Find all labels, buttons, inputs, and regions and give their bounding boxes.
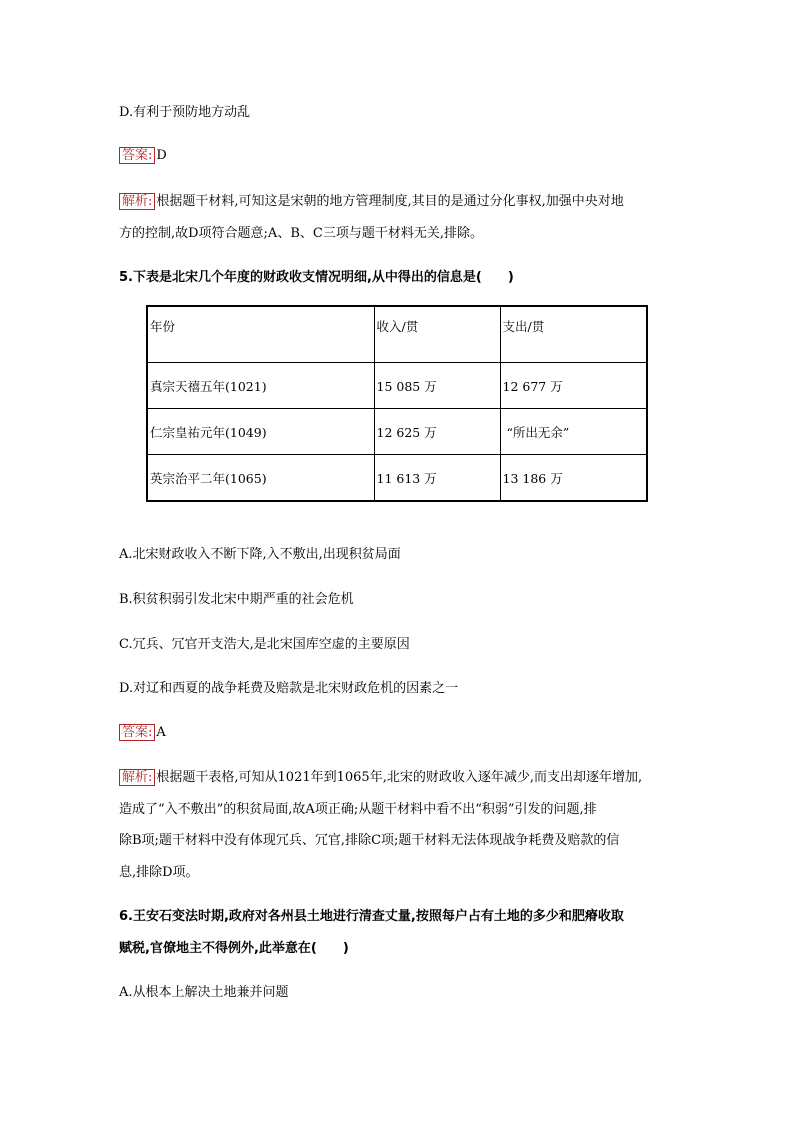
q4-answer bbox=[119, 147, 167, 164]
analysis-tag: 解析: bbox=[119, 769, 155, 786]
table-row bbox=[147, 409, 647, 455]
q5-answer bbox=[119, 724, 166, 741]
q5-analysis-line-2: 造成了“入不敷出”的积贫局面,故A项正确;从题干材料中看不出“积弱”引发的问题,排 bbox=[119, 802, 597, 817]
table-header-cell: 支出/贯 bbox=[500, 306, 647, 363]
answer-tag: 答案: bbox=[119, 724, 155, 741]
q6-stem-line-2: 赋税,官僚地主不得例外,此举意在( ) bbox=[119, 941, 349, 956]
table-cell: 12 625 万 bbox=[374, 409, 500, 455]
analysis-tag: 解析: bbox=[119, 193, 155, 210]
table-header-cell: 收入/贯 bbox=[374, 306, 500, 363]
table-cell: 15 085 万 bbox=[374, 363, 500, 409]
answer-value: A bbox=[156, 725, 166, 740]
table-row bbox=[147, 455, 647, 502]
table-cell: “所出无余” bbox=[500, 409, 647, 455]
finance-table bbox=[146, 305, 648, 502]
table-cell: 英宗治平二年(1065) bbox=[147, 455, 374, 502]
table-cell: 11 613 万 bbox=[374, 455, 500, 502]
q5-option-c: C.冗兵、冗官开支浩大,是北宋国库空虚的主要原因 bbox=[119, 637, 410, 652]
q5-option-b: B.积贫积弱引发北宋中期严重的社会危机 bbox=[119, 592, 354, 607]
table-header-cell: 年份 bbox=[147, 306, 374, 363]
q6-stem-line-1: 6.王安石变法时期,政府对各州县土地进行清查丈量,按照每户占有土地的多少和肥瘠收取 bbox=[119, 909, 624, 924]
q5-analysis-line-4: 息,排除D项。 bbox=[119, 865, 199, 880]
q4-analysis-line-1 bbox=[119, 193, 624, 210]
q5-analysis-line-3: 除B项;题干材料中没有体现冗兵、冗官,排除C项;题干材料无法体现战争耗费及赔款的信 bbox=[119, 833, 620, 848]
q4-analysis-line-2: 方的控制,故D项符合题意;A、B、C三项与题干材料无关,排除。 bbox=[119, 226, 483, 241]
analysis-text: 根据题干材料,可知这是宋朝的地方管理制度,其目的是通过分化事权,加强中央对地 bbox=[156, 194, 624, 209]
table-cell: 12 677 万 bbox=[500, 363, 647, 409]
q5-stem: 5.下表是北宋几个年度的财政收支情况明细,从中得出的信息是( ) bbox=[119, 270, 514, 285]
q4-option-d: D.有利于预防地方动乱 bbox=[119, 105, 251, 120]
table-row bbox=[147, 363, 647, 409]
table-cell: 仁宗皇祐元年(1049) bbox=[147, 409, 374, 455]
table-header-row bbox=[147, 306, 647, 363]
analysis-text: 根据题干表格,可知从1021年到1065年,北宋的财政收入逐年减少,而支出却逐年增加, bbox=[156, 770, 643, 785]
table-cell: 13 186 万 bbox=[500, 455, 647, 502]
q5-option-d: D.对辽和西夏的战争耗费及赔款是北宋财政危机的因素之一 bbox=[119, 681, 459, 696]
answer-value: D bbox=[156, 148, 167, 163]
q5-option-a: A.北宋财政收入不断下降,入不敷出,出现积贫局面 bbox=[119, 547, 401, 562]
table-cell: 真宗天禧五年(1021) bbox=[147, 363, 374, 409]
q6-option-a: A.从根本上解决土地兼并问题 bbox=[119, 985, 289, 1000]
answer-tag: 答案: bbox=[119, 147, 155, 164]
q5-analysis-line-1 bbox=[119, 769, 642, 786]
